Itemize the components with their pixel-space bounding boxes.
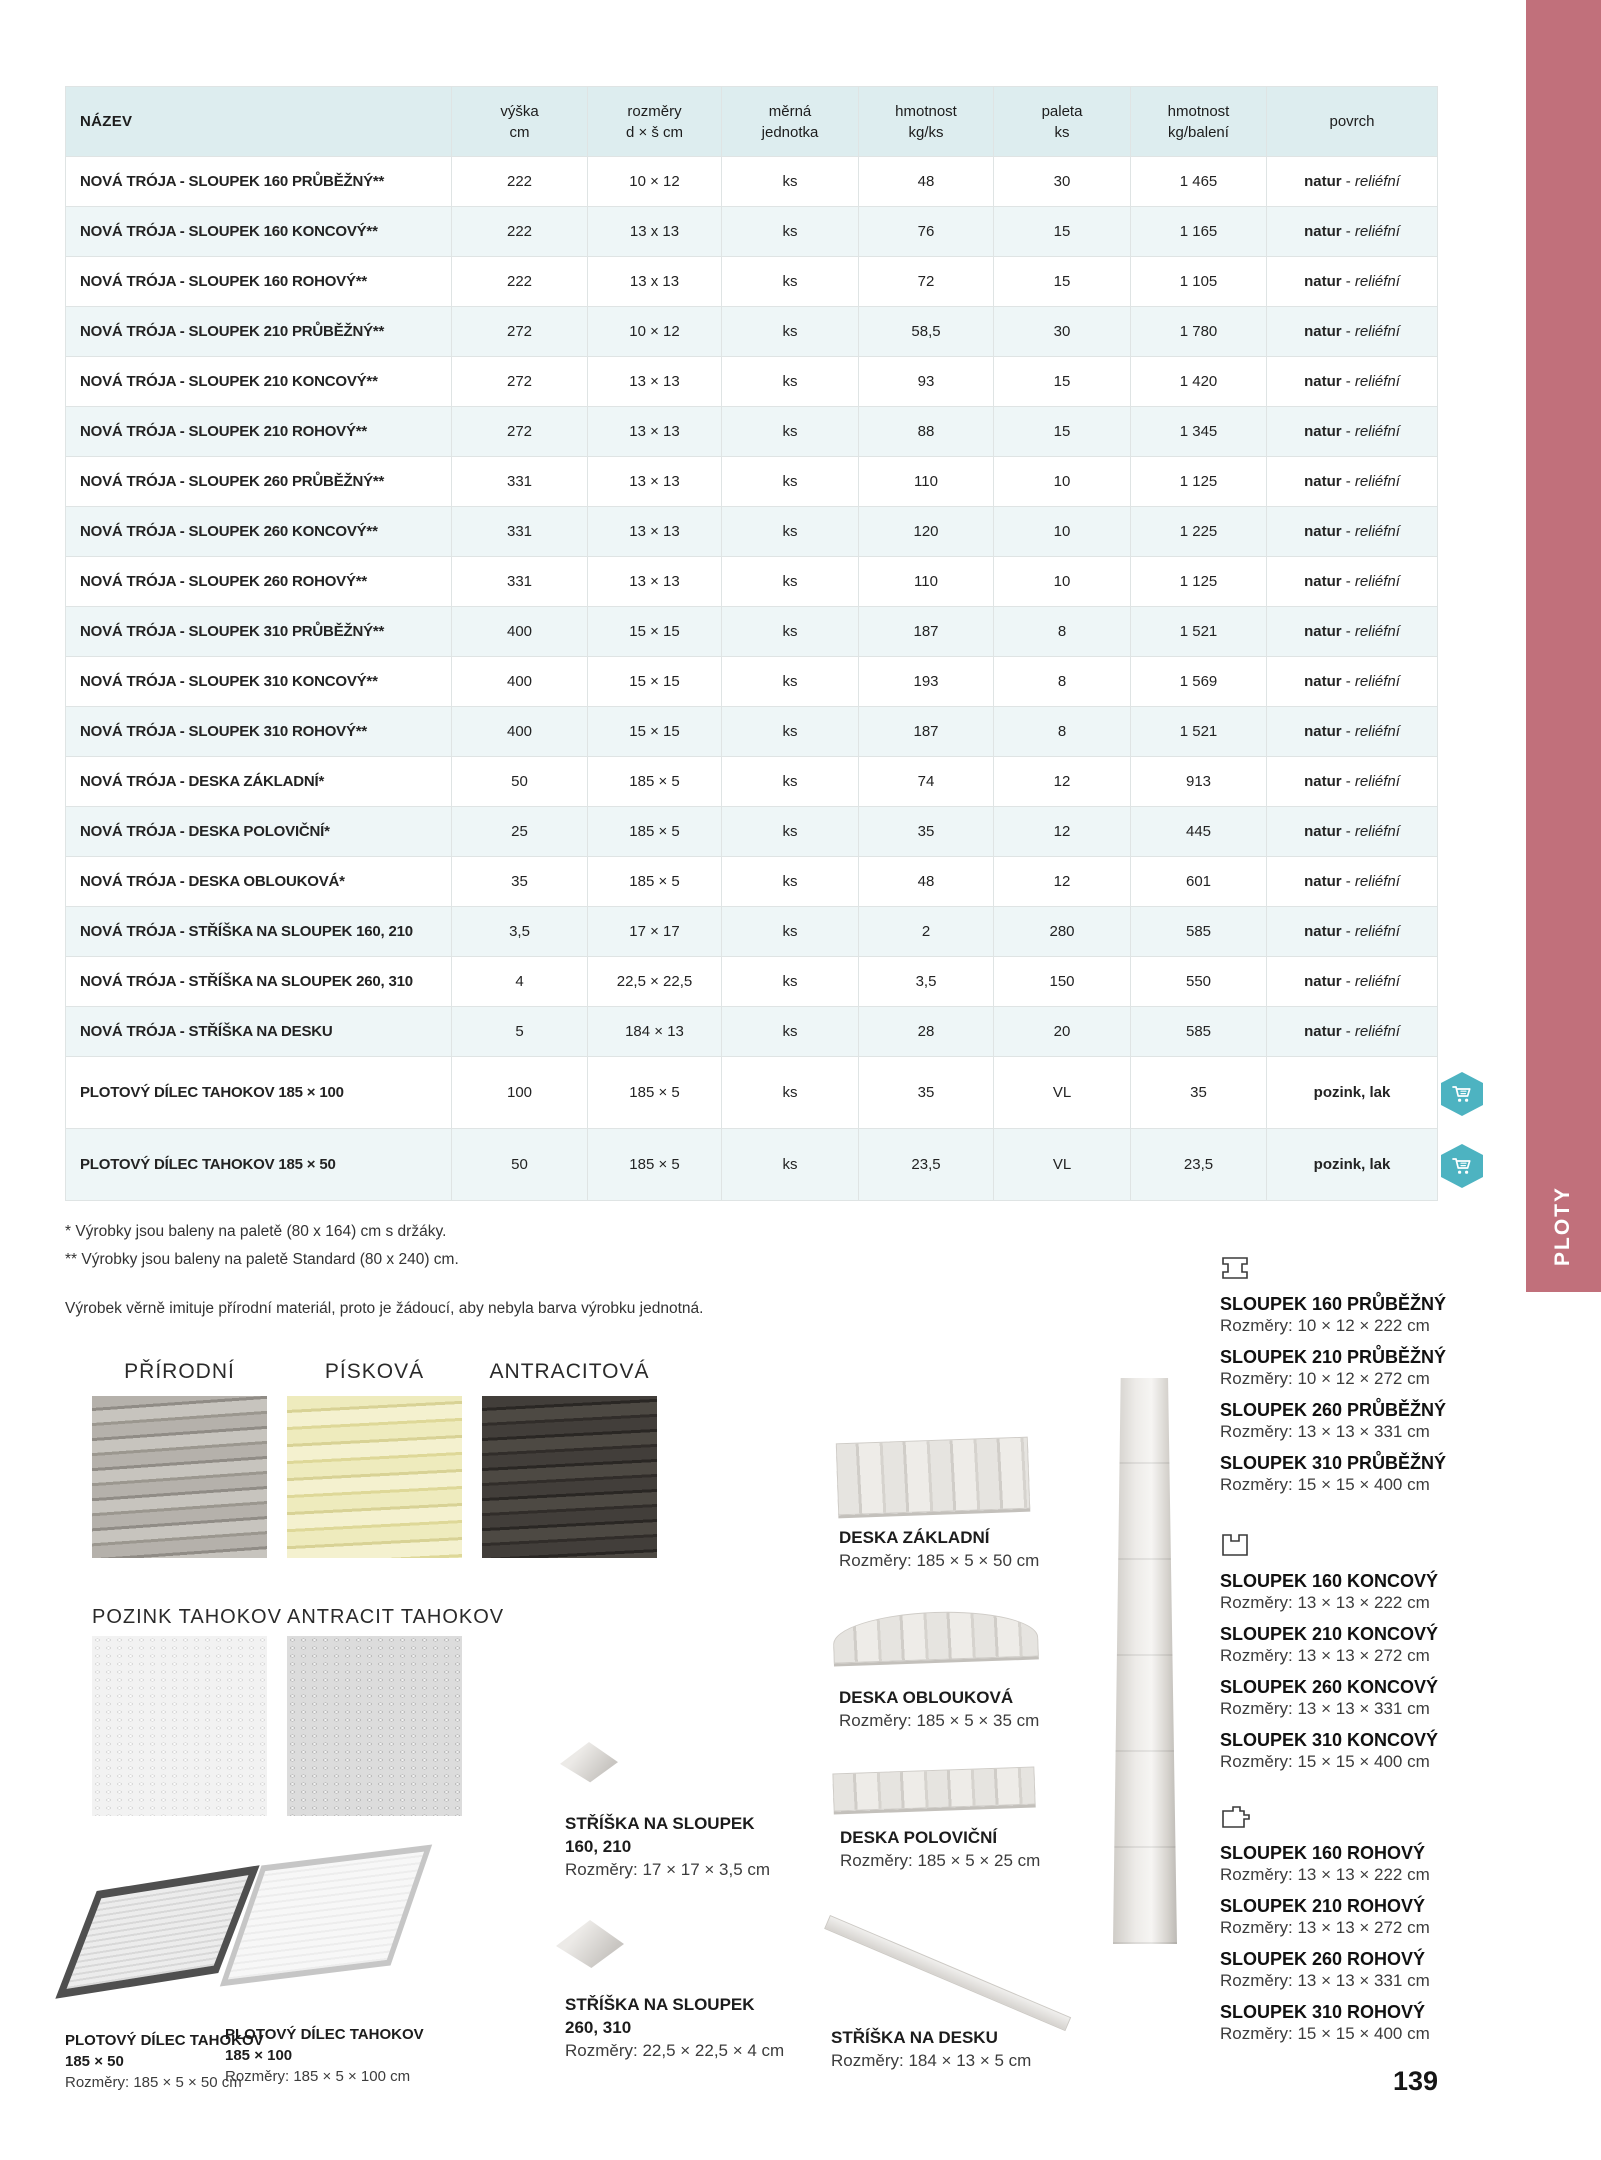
pallet-cell: 8 — [994, 607, 1131, 657]
height-cell: 35 — [452, 857, 588, 907]
pallet-cell: 10 — [994, 507, 1131, 557]
product-name-cell: NOVÁ TRÓJA - SLOUPEK 160 PRŮBĚŽNÝ** — [66, 157, 452, 207]
table-row — [66, 1057, 1438, 1129]
header-hmotnost-ks: hmotnost kg/ks — [859, 87, 994, 157]
panel-label-185x50: PLOTOVÝ DÍLEC TAHOKOV 185 × 50 Rozměry: 185 × 5 × 50 cm — [65, 2032, 264, 2091]
page-number: 139 — [1393, 2066, 1439, 2096]
header-hmotnost-baleni: hmotnost kg/balení — [1131, 87, 1267, 157]
height-cell: 222 — [452, 257, 588, 307]
height-cell: 400 — [452, 657, 588, 707]
weight-cell: 193 — [859, 657, 994, 707]
pack-weight-cell: 1 569 — [1131, 657, 1267, 707]
swatch-label-prirodni: PŘÍRODNÍ — [124, 1360, 235, 1383]
dimensions-cell: 22,5 × 22,5 — [588, 957, 722, 1007]
surface-cell: natur - reliéfní — [1267, 357, 1438, 407]
product-name-cell: NOVÁ TRÓJA - SLOUPEK 310 KONCOVÝ** — [66, 657, 452, 707]
pack-weight-cell: 550 — [1131, 957, 1267, 1007]
pack-weight-cell: 601 — [1131, 857, 1267, 907]
board-photo-striska-na-desku — [824, 1915, 1071, 2031]
pallet-cell: 280 — [994, 907, 1131, 957]
weight-cell: 120 — [859, 507, 994, 557]
height-cell: 25 — [452, 807, 588, 857]
dimensions-cell: 185 × 5 — [588, 857, 722, 907]
surface-cell: pozink, lak — [1267, 1057, 1438, 1129]
pallet-cell: 20 — [994, 1007, 1131, 1057]
product-name-cell: PLOTOVÝ DÍLEC TAHOKOV 185 × 100 — [66, 1057, 452, 1129]
pack-weight-cell: 913 — [1131, 757, 1267, 807]
height-cell: 331 — [452, 457, 588, 507]
dimensions-cell: 13 × 13 — [588, 407, 722, 457]
height-cell: 272 — [452, 357, 588, 407]
dimensions-cell: 184 × 13 — [588, 1007, 722, 1057]
unit-cell: ks — [722, 607, 859, 657]
unit-cell: ks — [722, 557, 859, 607]
pack-weight-cell: 23,5 — [1131, 1129, 1267, 1201]
height-cell: 331 — [452, 507, 588, 557]
pallet-cell: 12 — [994, 857, 1131, 907]
product-name-cell: NOVÁ TRÓJA - SLOUPEK 210 ROHOVÝ** — [66, 407, 452, 457]
pallet-cell: VL — [994, 1129, 1131, 1201]
product-name-cell: NOVÁ TRÓJA - DESKA OBLOUKOVÁ* — [66, 857, 452, 907]
weight-cell: 3,5 — [859, 957, 994, 1007]
unit-cell: ks — [722, 907, 859, 957]
weight-cell: 74 — [859, 757, 994, 807]
unit-cell: ks — [722, 857, 859, 907]
dimensions-cell: 185 × 5 — [588, 757, 722, 807]
weight-cell: 76 — [859, 207, 994, 257]
surface-cell: natur - reliéfní — [1267, 457, 1438, 507]
pallet-cell: 15 — [994, 407, 1131, 457]
product-name-cell: PLOTOVÝ DÍLEC TAHOKOV 185 × 50 — [66, 1129, 452, 1201]
pack-weight-cell: 1 420 — [1131, 357, 1267, 407]
unit-cell: ks — [722, 357, 859, 407]
post-group-rohovy — [1220, 1804, 1550, 2055]
weight-cell: 187 — [859, 707, 994, 757]
panel-label-185x100: PLOTOVÝ DÍLEC TAHOKOV 185 × 100 Rozměry: 185 × 5 × 100 cm — [225, 2026, 424, 2085]
pack-weight-cell: 1 125 — [1131, 557, 1267, 607]
weight-cell: 88 — [859, 407, 994, 457]
surface-cell: natur - reliéfní — [1267, 957, 1438, 1007]
surface-cell: natur - reliéfní — [1267, 707, 1438, 757]
unit-cell: ks — [722, 507, 859, 557]
unit-cell: ks — [722, 207, 859, 257]
dimensions-cell: 17 × 17 — [588, 907, 722, 957]
pallet-cell: 12 — [994, 807, 1131, 857]
pallet-cell: 15 — [994, 207, 1131, 257]
product-name-cell: NOVÁ TRÓJA - SLOUPEK 260 PRŮBĚŽNÝ** — [66, 457, 452, 507]
table-row — [66, 457, 1438, 507]
dimensions-cell: 185 × 5 — [588, 1057, 722, 1129]
table-row — [66, 857, 1438, 907]
board-label-polovicni: DESKA POLOVIČNÍ Rozměry: 185 × 5 × 25 cm — [840, 1828, 1041, 1870]
post-list-item: SLOUPEK 260 PRŮBĚŽNÝ Rozměry: 13 × 13 × 331 cm — [1220, 1400, 1447, 1441]
post-list-item: SLOUPEK 310 PRŮBĚŽNÝ Rozměry: 15 × 15 × 400 cm — [1220, 1453, 1447, 1494]
table-row — [66, 1007, 1438, 1057]
weight-cell: 2 — [859, 907, 994, 957]
mesh-swatch-pozink — [92, 1636, 267, 1816]
weight-cell: 93 — [859, 357, 994, 407]
product-name-cell: NOVÁ TRÓJA - SLOUPEK 210 PRŮBĚŽNÝ** — [66, 307, 452, 357]
cap-photo-160-210 — [560, 1742, 618, 1784]
height-cell: 5 — [452, 1007, 588, 1057]
unit-cell: ks — [722, 657, 859, 707]
unit-cell: ks — [722, 157, 859, 207]
dimensions-cell: 13 x 13 — [588, 257, 722, 307]
product-name-cell: NOVÁ TRÓJA - SLOUPEK 210 KONCOVÝ** — [66, 357, 452, 407]
dimensions-cell: 13 × 13 — [588, 457, 722, 507]
table-header-row — [66, 87, 1438, 157]
post-cross-section-through-icon — [1220, 1255, 1250, 1281]
dimensions-cell: 10 × 12 — [588, 157, 722, 207]
surface-cell: natur - reliéfní — [1267, 407, 1438, 457]
height-cell: 272 — [452, 307, 588, 357]
pack-weight-cell: 1 125 — [1131, 457, 1267, 507]
unit-cell: ks — [722, 1057, 859, 1129]
table-row — [66, 257, 1438, 307]
product-spec-table — [65, 86, 1438, 1201]
table-footnotes — [65, 1218, 459, 1274]
footnote-2: ** Výrobky jsou baleny na paletě Standard (80 x 240) cm. — [65, 1251, 459, 1268]
table-row — [66, 557, 1438, 607]
chapter-label: PLOTY — [1551, 1185, 1574, 1266]
product-name-cell: NOVÁ TRÓJA - SLOUPEK 160 ROHOVÝ** — [66, 257, 452, 307]
cart-icon[interactable] — [1441, 1144, 1483, 1188]
pallet-cell: 150 — [994, 957, 1131, 1007]
surface-cell: natur - reliéfní — [1267, 607, 1438, 657]
shopping-cart-icon — [1450, 1154, 1474, 1178]
pack-weight-cell: 585 — [1131, 907, 1267, 957]
height-cell: 3,5 — [452, 907, 588, 957]
dimensions-cell: 15 × 15 — [588, 657, 722, 707]
post-group-prubezny — [1220, 1255, 1550, 1506]
header-vyska: výška cm — [452, 87, 588, 157]
cap-photo-260-310 — [556, 1920, 624, 1970]
board-label-striska-na-desku: STŘÍŠKA NA DESKU Rozměry: 184 × 13 × 5 cm — [831, 2028, 1032, 2070]
shopping-cart-icon — [1450, 1082, 1474, 1106]
pack-weight-cell: 1 225 — [1131, 507, 1267, 557]
pallet-cell: 15 — [994, 357, 1131, 407]
chapter-sidebar — [1526, 0, 1601, 1292]
table-row — [66, 657, 1438, 707]
dimensions-cell: 185 × 5 — [588, 807, 722, 857]
board-photo-polovicni — [832, 1766, 1035, 1811]
mesh-label-antracit: ANTRACIT TAHOKOV — [287, 1606, 505, 1628]
board-label-obl0ukova: DESKA OBLOUKOVÁ Rozměry: 185 × 5 × 35 cm — [839, 1688, 1040, 1730]
unit-cell: ks — [722, 957, 859, 1007]
height-cell: 272 — [452, 407, 588, 457]
table-row — [66, 607, 1438, 657]
pack-weight-cell: 1 165 — [1131, 207, 1267, 257]
product-name-cell: NOVÁ TRÓJA - STŘÍŠKA NA DESKU — [66, 1007, 452, 1057]
post-list-item: SLOUPEK 310 ROHOVÝ Rozměry: 15 × 15 × 400 cm — [1220, 2002, 1430, 2043]
color-variation-note: Výrobek věrně imituje přírodní materiál, proto je žádoucí, aby nebyla barva výrobku jednotná. — [65, 1300, 704, 1317]
post-cross-section-end-icon — [1220, 1532, 1250, 1558]
table-row — [66, 707, 1438, 757]
surface-cell: natur - reliéfní — [1267, 1007, 1438, 1057]
height-cell: 50 — [452, 1129, 588, 1201]
weight-cell: 48 — [859, 157, 994, 207]
post-list-item: SLOUPEK 160 PRŮBĚŽNÝ Rozměry: 10 × 12 × 222 cm — [1220, 1294, 1447, 1335]
mesh-swatch-antracit — [287, 1636, 462, 1816]
pack-weight-cell: 1 521 — [1131, 707, 1267, 757]
footnote-1: * Výrobky jsou baleny na paletě (80 x 164) cm s držáky. — [65, 1223, 447, 1240]
weight-cell: 28 — [859, 1007, 994, 1057]
product-name-cell: NOVÁ TRÓJA - SLOUPEK 310 ROHOVÝ** — [66, 707, 452, 757]
header-rozmery: rozměry d × š cm — [588, 87, 722, 157]
surface-cell: natur - reliéfní — [1267, 507, 1438, 557]
unit-cell: ks — [722, 757, 859, 807]
mesh-label-pozink: POZINK TAHOKOV — [92, 1606, 282, 1628]
unit-cell: ks — [722, 457, 859, 507]
post-photo — [1113, 1378, 1177, 1944]
pack-weight-cell: 585 — [1131, 1007, 1267, 1057]
product-name-cell: NOVÁ TRÓJA - DESKA POLOVIČNÍ* — [66, 807, 452, 857]
dimensions-cell: 185 × 5 — [588, 1129, 722, 1201]
pallet-cell: 30 — [994, 157, 1131, 207]
weight-cell: 58,5 — [859, 307, 994, 357]
weight-cell: 110 — [859, 557, 994, 607]
surface-cell: natur - reliéfní — [1267, 857, 1438, 907]
surface-cell: natur - reliéfní — [1267, 207, 1438, 257]
pallet-cell: 10 — [994, 557, 1131, 607]
unit-cell: ks — [722, 307, 859, 357]
product-name-cell: NOVÁ TRÓJA - STŘÍŠKA NA SLOUPEK 160, 210 — [66, 907, 452, 957]
header-paleta: paleta ks — [994, 87, 1131, 157]
height-cell: 331 — [452, 557, 588, 607]
table-row — [66, 407, 1438, 457]
dimensions-cell: 13 × 13 — [588, 557, 722, 607]
product-name-cell: NOVÁ TRÓJA - SLOUPEK 310 PRŮBĚŽNÝ** — [66, 607, 452, 657]
height-cell: 50 — [452, 757, 588, 807]
weight-cell: 35 — [859, 807, 994, 857]
table-row — [66, 907, 1438, 957]
dimensions-cell: 13 × 13 — [588, 507, 722, 557]
pallet-cell: 15 — [994, 257, 1131, 307]
surface-cell: natur - reliéfní — [1267, 557, 1438, 607]
post-list-item: SLOUPEK 210 KONCOVÝ Rozměry: 13 × 13 × 272 cm — [1220, 1624, 1439, 1665]
pallet-cell: 8 — [994, 707, 1131, 757]
post-list-item: SLOUPEK 160 ROHOVÝ Rozměry: 13 × 13 × 222 cm — [1220, 1843, 1430, 1884]
height-cell: 222 — [452, 207, 588, 257]
pack-weight-cell: 35 — [1131, 1057, 1267, 1129]
unit-cell: ks — [722, 807, 859, 857]
header-povrch: povrch — [1267, 87, 1438, 157]
pack-weight-cell: 1 521 — [1131, 607, 1267, 657]
product-name-cell: NOVÁ TRÓJA - STŘÍŠKA NA SLOUPEK 260, 310 — [66, 957, 452, 1007]
product-name-cell: NOVÁ TRÓJA - SLOUPEK 160 KONCOVÝ** — [66, 207, 452, 257]
weight-cell: 23,5 — [859, 1129, 994, 1201]
pack-weight-cell: 1 105 — [1131, 257, 1267, 307]
unit-cell: ks — [722, 407, 859, 457]
height-cell: 4 — [452, 957, 588, 1007]
dimensions-cell: 10 × 12 — [588, 307, 722, 357]
post-list-item: SLOUPEK 260 ROHOVÝ Rozměry: 13 × 13 × 331 cm — [1220, 1949, 1430, 1990]
post-list-item: SLOUPEK 160 KONCOVÝ Rozměry: 13 × 13 × 222 cm — [1220, 1571, 1439, 1612]
board-photo-zakladni — [836, 1437, 1030, 1516]
unit-cell: ks — [722, 257, 859, 307]
dimensions-cell: 13 × 13 — [588, 357, 722, 407]
color-swatch-prirodni — [92, 1396, 267, 1558]
post-list-item: SLOUPEK 210 ROHOVÝ Rozměry: 13 × 13 × 272 cm — [1220, 1896, 1430, 1937]
weight-cell: 72 — [859, 257, 994, 307]
height-cell: 400 — [452, 707, 588, 757]
post-list-item: SLOUPEK 260 KONCOVÝ Rozměry: 13 × 13 × 331 cm — [1220, 1677, 1439, 1718]
surface-cell: natur - reliéfní — [1267, 757, 1438, 807]
board-label-zakladni: DESKA ZÁKLADNÍ Rozměry: 185 × 5 × 50 cm — [839, 1528, 1040, 1570]
post-cross-section-corner-icon — [1220, 1804, 1252, 1830]
height-cell: 400 — [452, 607, 588, 657]
surface-cell: pozink, lak — [1267, 1129, 1438, 1201]
weight-cell: 110 — [859, 457, 994, 507]
unit-cell: ks — [722, 1007, 859, 1057]
dimensions-cell: 15 × 15 — [588, 707, 722, 757]
pack-weight-cell: 1 780 — [1131, 307, 1267, 357]
color-swatch-piskova — [287, 1396, 462, 1558]
height-cell: 222 — [452, 157, 588, 207]
weight-cell: 35 — [859, 1057, 994, 1129]
post-list-item: SLOUPEK 310 KONCOVÝ Rozměry: 15 × 15 × 400 cm — [1220, 1730, 1439, 1771]
weight-cell: 48 — [859, 857, 994, 907]
header-nazev: NÁZEV — [66, 87, 452, 157]
surface-cell: natur - reliéfní — [1267, 257, 1438, 307]
pallet-cell: VL — [994, 1057, 1131, 1129]
pack-weight-cell: 445 — [1131, 807, 1267, 857]
board-photo-obl0ukova — [832, 1608, 1039, 1663]
table-row — [66, 307, 1438, 357]
cap-label-160-210: STŘÍŠKA NA SLOUPEK 160, 210 Rozměry: 17 × 17 × 3,5 cm — [565, 1814, 771, 1879]
height-cell: 100 — [452, 1057, 588, 1129]
pallet-cell: 10 — [994, 457, 1131, 507]
post-group-koncovy — [1220, 1532, 1550, 1783]
table-row — [66, 1129, 1438, 1201]
swatch-label-piskova: PÍSKOVÁ — [324, 1360, 425, 1383]
weight-cell: 187 — [859, 607, 994, 657]
table-row — [66, 507, 1438, 557]
table-row — [66, 957, 1438, 1007]
table-row — [66, 357, 1438, 407]
unit-cell: ks — [722, 707, 859, 757]
surface-cell: natur - reliéfní — [1267, 157, 1438, 207]
post-list-item: SLOUPEK 210 PRŮBĚŽNÝ Rozměry: 10 × 12 × 272 cm — [1220, 1347, 1447, 1388]
dimensions-cell: 13 x 13 — [588, 207, 722, 257]
table-row — [66, 157, 1438, 207]
product-name-cell: NOVÁ TRÓJA - DESKA ZÁKLADNÍ* — [66, 757, 452, 807]
color-swatch-antracitova — [482, 1396, 657, 1558]
table-row — [66, 807, 1438, 857]
pallet-cell: 8 — [994, 657, 1131, 707]
cart-icon[interactable] — [1441, 1072, 1483, 1116]
header-merna-jednotka: měrná jednotka — [722, 87, 859, 157]
pallet-cell: 12 — [994, 757, 1131, 807]
surface-cell: natur - reliéfní — [1267, 807, 1438, 857]
unit-cell: ks — [722, 1129, 859, 1201]
cap-label-260-310: STŘÍŠKA NA SLOUPEK 260, 310 Rozměry: 22,5 × 22,5 × 4 cm — [565, 1995, 785, 2060]
pallet-cell: 30 — [994, 307, 1131, 357]
product-name-cell: NOVÁ TRÓJA - SLOUPEK 260 ROHOVÝ** — [66, 557, 452, 607]
table-row — [66, 207, 1438, 257]
table-row — [66, 757, 1438, 807]
surface-cell: natur - reliéfní — [1267, 657, 1438, 707]
surface-cell: natur - reliéfní — [1267, 307, 1438, 357]
pack-weight-cell: 1 465 — [1131, 157, 1267, 207]
surface-cell: natur - reliéfní — [1267, 907, 1438, 957]
dimensions-cell: 15 × 15 — [588, 607, 722, 657]
pack-weight-cell: 1 345 — [1131, 407, 1267, 457]
product-name-cell: NOVÁ TRÓJA - SLOUPEK 260 KONCOVÝ** — [66, 507, 452, 557]
swatch-label-antracitova: ANTRACITOVÁ — [489, 1360, 650, 1383]
